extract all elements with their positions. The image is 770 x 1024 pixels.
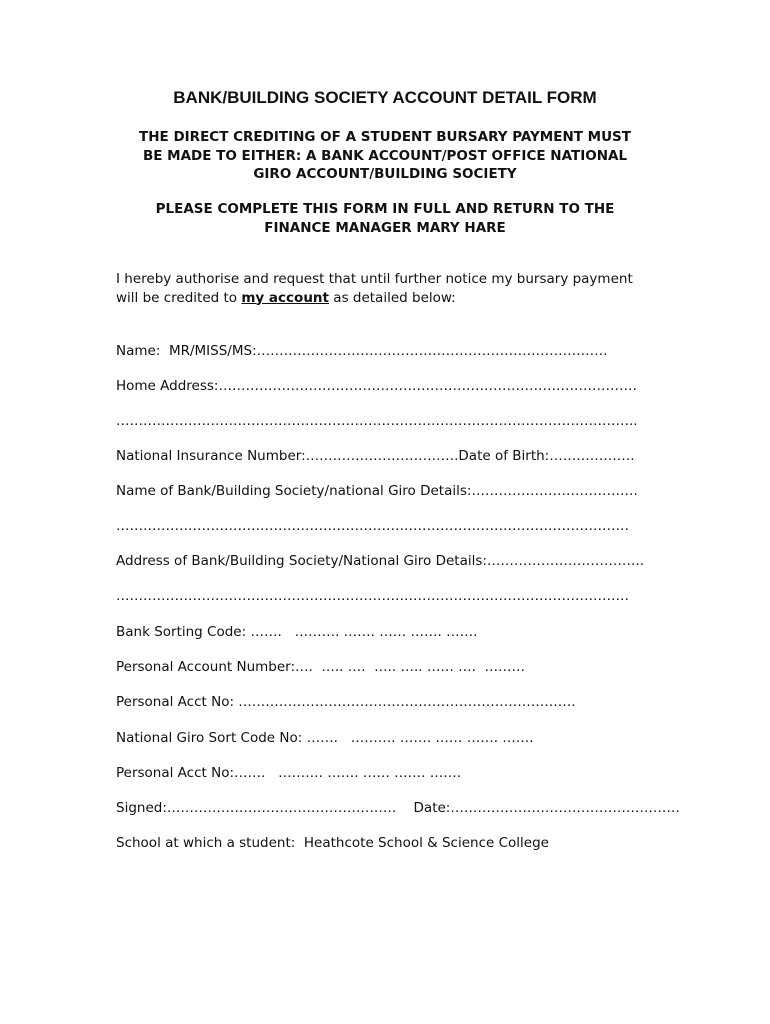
bank-address-continued-field[interactable]: …………………………………………………………………………………………………… (116, 588, 629, 604)
giro-sort-code-field[interactable]: National Giro Sort Code No: ……. ………. ……. …… ……. ……. (116, 730, 534, 746)
bank-address-field[interactable]: Address of Bank/Building Society/National Giro Details:…………………………….. (116, 553, 645, 569)
notice-line: THE DIRECT CREDITING OF A STUDENT BURSARY PAYMENT MUST (139, 129, 631, 145)
authorisation-line: I hereby authorise and request that until further notice my bursary payment (116, 271, 633, 287)
notice-line: GIRO ACCOUNT/BUILDING SOCIETY (253, 166, 517, 182)
direct-crediting-notice (0, 128, 770, 184)
my-account-emphasis: my account (241, 289, 329, 306)
home-address-continued-field[interactable]: …………………………………………………………………………………………………….. (116, 413, 638, 429)
ni-and-dob-field[interactable]: National Insurance Number:…………………………….Date of Birth:………………. (116, 448, 635, 464)
instruction-line: FINANCE MANAGER MARY HARE (264, 219, 506, 236)
statement-text: as detailed below: (329, 289, 456, 306)
instruction-line: PLEASE COMPLETE THIS FORM IN FULL AND RETURN TO THE (155, 201, 615, 217)
bank-name-field[interactable]: Name of Bank/Building Society/national Giro Details:………………………………. (116, 483, 638, 499)
school-field: School at which a student: Heathcote School & Science College (116, 835, 549, 851)
sorting-code-field[interactable]: Bank Sorting Code: ……. ………. ……. …… ……. ……. (116, 624, 478, 640)
personal-acct-no-field[interactable]: Personal Acct No: ………………………………………………………………… (116, 694, 576, 710)
statement-text: will be credited to (116, 289, 242, 306)
giro-acct-no-field[interactable]: Personal Acct No:……. ………. ……. …… ……. ……. (116, 765, 462, 781)
account-number-field[interactable]: Personal Account Number:…. ….. …. ….. ….. …… …. ……… (116, 659, 526, 675)
home-address-field[interactable]: Home Address:………………………………………………………………………………… (116, 378, 637, 394)
authorisation-statement (116, 270, 676, 307)
bank-name-continued-field[interactable]: …………………………………………………………………………………………………… (116, 518, 629, 534)
name-field[interactable]: Name: MR/MISS/MS:…………………………………………………………………… (116, 343, 608, 359)
notice-line: BE MADE TO EITHER: A BANK ACCOUNT/POST OFFICE NATIONAL (142, 147, 628, 164)
form-title: BANK/BUILDING SOCIETY ACCOUNT DETAIL FORM (173, 88, 597, 107)
return-instructions (0, 200, 770, 237)
signature-date-field[interactable]: Signed:…………………………………………… Date:…………………………………………… (116, 800, 680, 816)
authorisation-line (116, 289, 676, 308)
